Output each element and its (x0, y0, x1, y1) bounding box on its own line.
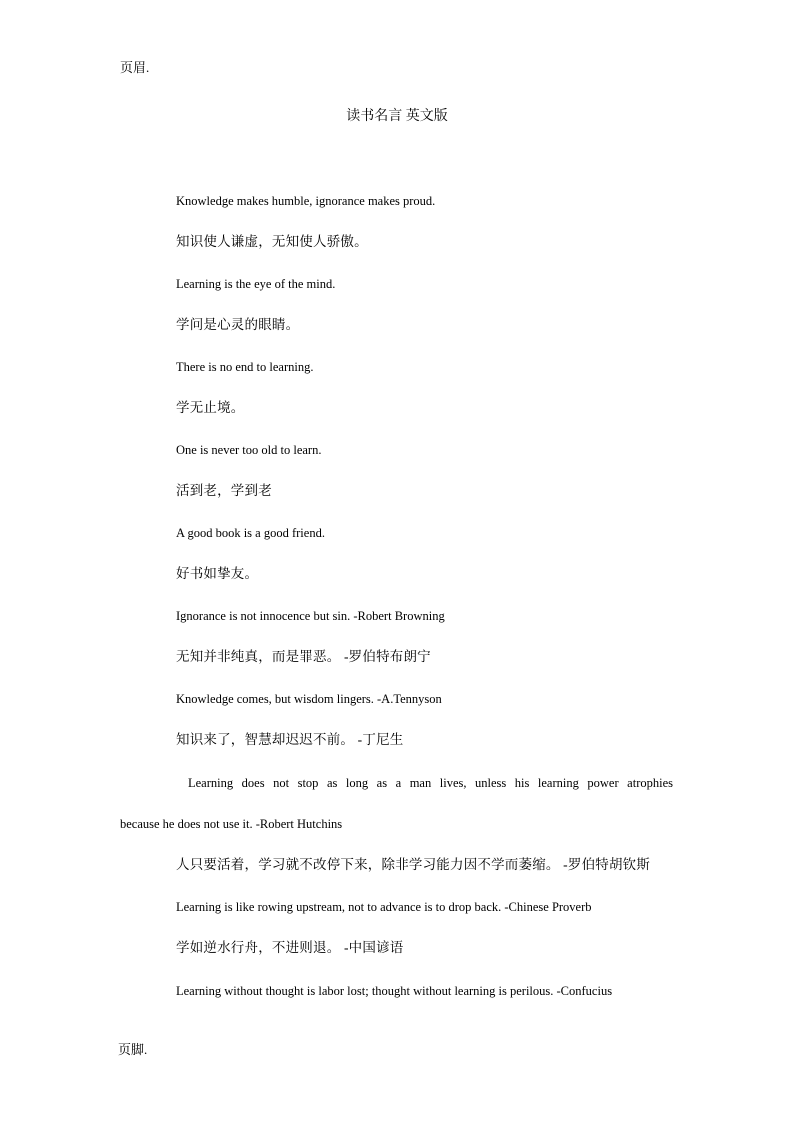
quote-en-1: Knowledge makes humble, ignorance makes proud. (176, 194, 436, 208)
page-footer: 页脚. (118, 1042, 148, 1057)
quote-zh-5: 好书如挚友。 (176, 566, 259, 581)
quote-zh-3: 学无止境。 (176, 400, 245, 415)
quote-zh-6: 无知并非纯真，而是罪恶。 -罗伯特布朗宁 (176, 649, 431, 664)
page-header: 页眉. (120, 60, 150, 75)
quote-en-10: Learning without thought is labor lost; thought without learning is perilous. -Confucius (176, 984, 613, 998)
quote-zh-4: 活到老，学到老 (176, 483, 272, 498)
quote-en-2: Learning is the eye of the mind. (176, 277, 336, 291)
quote-en-9: Learning is like rowing upstream, not to advance is to drop back. -Chinese Proverb (176, 900, 592, 914)
quote-en-7: Knowledge comes, but wisdom lingers. -A.Tennyson (176, 692, 442, 706)
quote-zh-7: 知识来了，智慧却迟迟不前。 -丁尼生 (176, 732, 404, 747)
quote-en-8-paragraph (120, 775, 673, 832)
quote-en-4: One is never too old to learn. (176, 443, 322, 457)
quote-zh-9: 学如逆水行舟，不进则退。 -中国谚语 (176, 940, 404, 955)
quote-zh-8: 人只要活着，学习就不改停下来，除非学习能力因不学而萎缩。 -罗伯特胡钦斯 (176, 857, 651, 872)
quote-en-5: A good book is a good friend. (176, 526, 325, 540)
quote-en-3: There is no end to learning. (176, 360, 314, 374)
quote-zh-2: 学问是心灵的眼睛。 (176, 317, 300, 332)
page-title: 读书名言 英文版 (346, 109, 448, 124)
quote-zh-1: 知识使人谦虚，无知使人骄傲。 (176, 234, 368, 249)
quote-en-8-line-2: because he does not use it. -Robert Hutchins (120, 817, 343, 831)
quote-en-8-line-1: Learning does not stop as long as a man lives, unless his learning power atrophies (188, 776, 673, 790)
quote-en-6: Ignorance is not innocence but sin. -Robert Browning (176, 609, 445, 623)
